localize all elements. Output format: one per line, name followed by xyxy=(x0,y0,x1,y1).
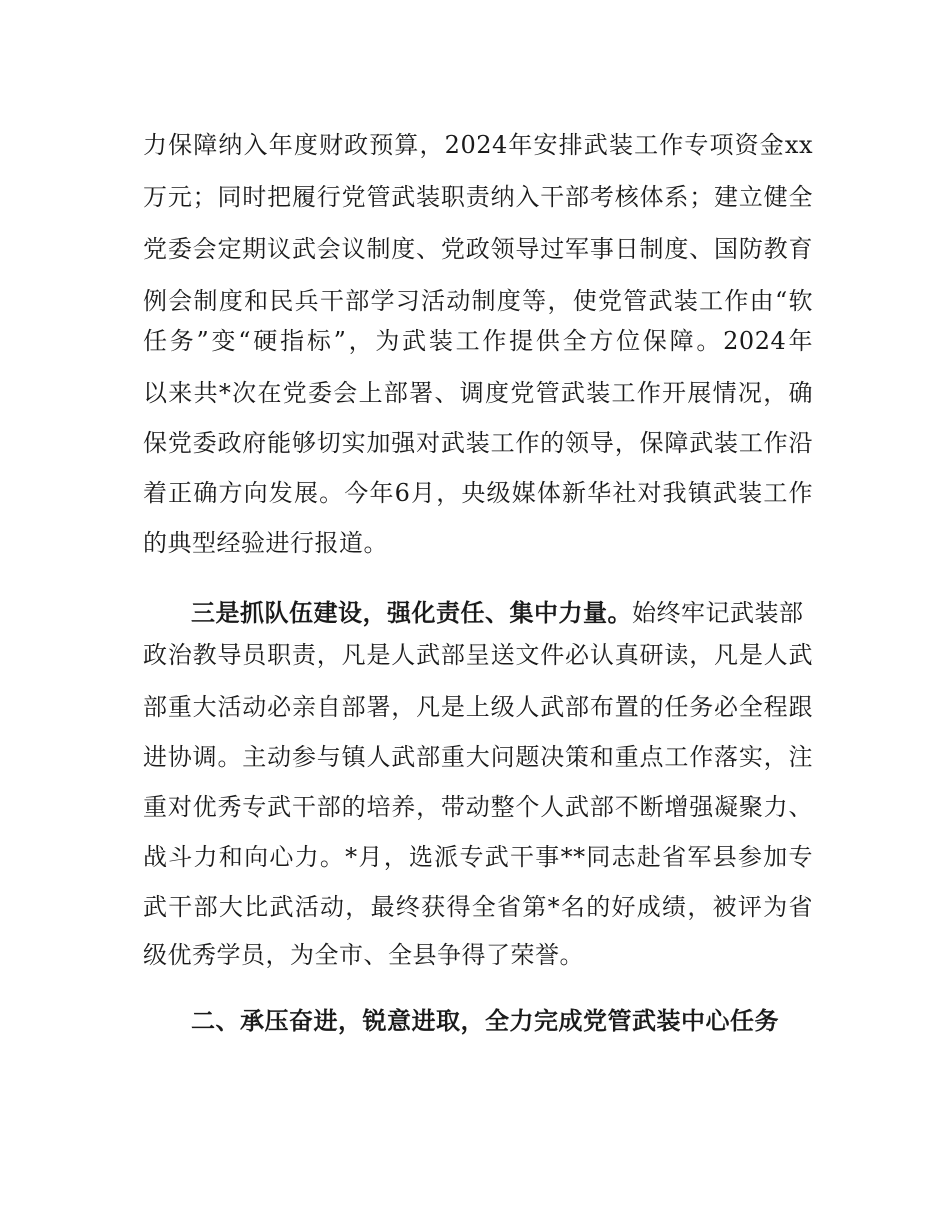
paragraph-2-line-5: 重对优秀专武干部的培养，带动整个人武部不断增强凝聚力、 xyxy=(143,793,813,821)
paragraph-2-line-2: 政治教导员职责，凡是人武部呈送文件必认真研读，凡是人武 xyxy=(143,641,813,669)
paragraph-1-line-1: 力保障纳入年度财政预算，2024年安排武装工作专项资金xx xyxy=(143,131,813,159)
paragraph-1-line-6: 以来共*次在党委会上部署、调度党管武装工作开展情况，确 xyxy=(143,379,813,407)
paragraph-1-line-4: 例会制度和民兵干部学习活动制度等，使党管武装工作由“软 xyxy=(143,287,813,315)
paragraph-2-heading: 三是抓队伍建设，强化责任、集中力量。 xyxy=(191,599,632,627)
paragraph-1-line-3: 党委会定期议武会议制度、党政领导过军事日制度、国防教育 xyxy=(143,235,813,263)
paragraph-2-line-7: 武干部大比武活动，最终获得全省第*名的好成绩，被评为省 xyxy=(143,893,813,921)
paragraph-2-line-1 xyxy=(191,598,813,628)
paragraph-2-line-8: 级优秀学员，为全市、全县争得了荣誉。 xyxy=(143,941,584,969)
paragraph-1-line-7: 保党委政府能够切实加强对武装工作的领导，保障武装工作沿 xyxy=(143,429,813,457)
paragraph-1-line-2: 万元；同时把履行党管武装职责纳入干部考核体系；建立健全 xyxy=(143,183,813,211)
paragraph-2-line-3: 部重大活动必亲自部署，凡是上级人武部布置的任务必全程跟 xyxy=(143,693,813,721)
paragraph-1-line-9: 的典型经验进行报道。 xyxy=(143,529,388,557)
section-heading: 二、承压奋进，锐意进取，全力完成党管武装中心任务 xyxy=(191,1007,779,1035)
paragraph-2-first-line-rest: 始终牢记武装部 xyxy=(632,599,804,627)
paragraph-1-line-8: 着正确方向发展。今年6月，央级媒体新华社对我镇武装工作 xyxy=(143,479,813,507)
paragraph-2-line-6: 战斗力和向心力。*月，选派专武干事**同志赴省军县参加专 xyxy=(143,843,813,871)
paragraph-2-line-4: 进协调。主动参与镇人武部重大问题决策和重点工作落实，注 xyxy=(143,743,813,771)
paragraph-1-line-5: 任务”变“硬指标”，为武装工作提供全方位保障。2024年 xyxy=(143,327,813,355)
